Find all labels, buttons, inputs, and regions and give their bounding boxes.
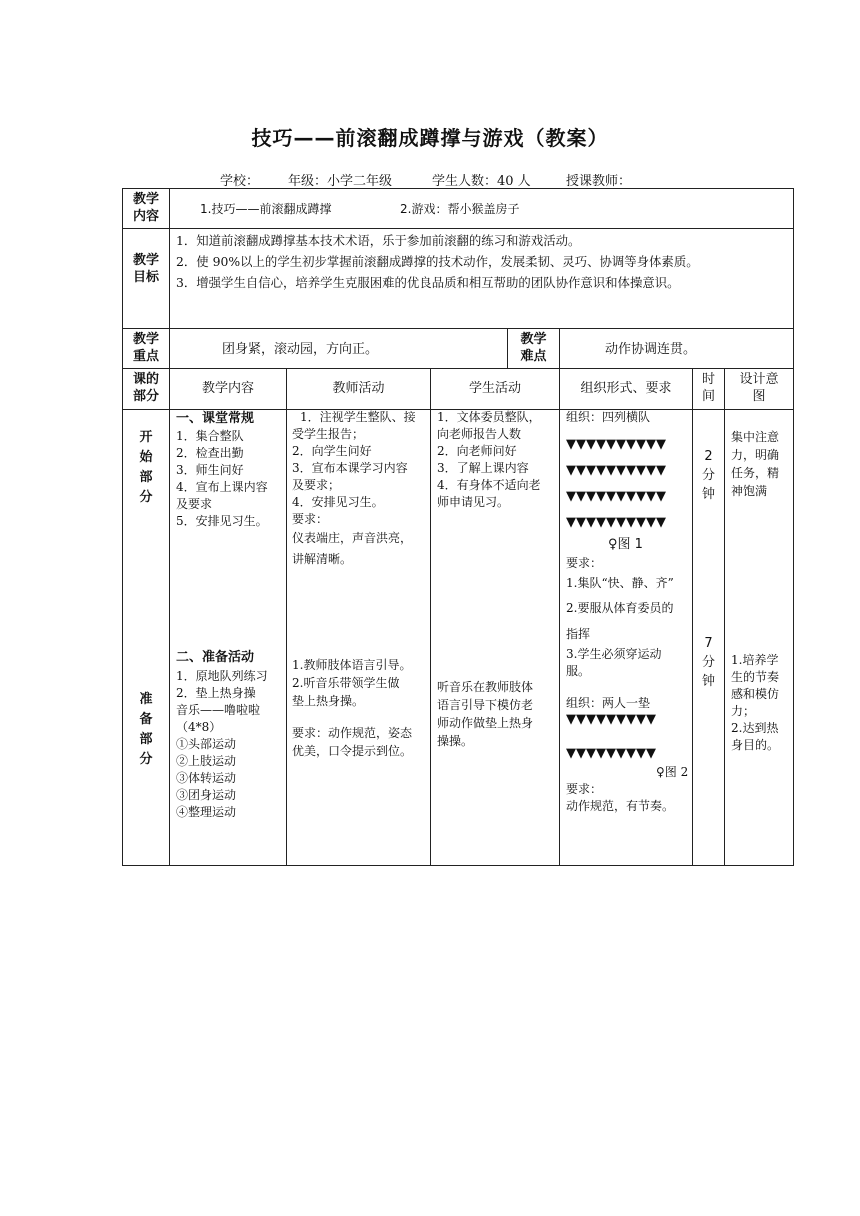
formation-row: ▼▼▼▼▼▼▼▼▼▼ — [566, 437, 666, 452]
header-design: 设计意 图 — [739, 372, 779, 404]
header-content: 教学内容 — [201, 381, 254, 396]
start-design: 集中注意 力，明确 任务，精 神饱满 — [731, 430, 780, 498]
content-item-2: 2.游戏：帮小猴盖房子 — [400, 202, 520, 216]
start-requirements: 要求： 1.集队“快、静、齐” 2.要服从体育委员的 指挥 3.学生必须穿运动 服。 — [566, 556, 674, 678]
start-student: 1．文体委员整队， 向老师报告人数 2．向老师问好 3．了解上课内容 4．有身体不适向老 师申请见习。 — [437, 410, 541, 509]
formation-1 — [566, 432, 666, 536]
formation-row: ▼▼▼▼▼▼▼▼▼▼ — [566, 489, 666, 504]
start-org-heading: 组织：四列横队 — [566, 410, 651, 424]
header-part: 课的 部分 — [132, 372, 159, 404]
students-field: 学生人数：40 人 — [432, 174, 531, 189]
goal-item: 1．知道前滚翻成蹲撑基本技术术语，乐于参加前滚翻的练习和游戏活动。 — [176, 233, 581, 248]
content-item-1: 1.技巧——前滚翻成蹲撑 — [200, 202, 332, 216]
formation-row: ▼▼▼▼▼▼▼▼▼▼ — [566, 515, 666, 530]
goal-item: 2．使 90%以上的学生初步掌握前滚翻成蹲撑的技术动作，发展柔韧、灵巧、协调等身体素质。 — [176, 254, 699, 269]
prep-org-heading: 组织：两人一垫 — [566, 696, 651, 710]
formation-2-row-2: ▼▼▼▼▼▼▼▼▼ — [566, 746, 656, 761]
header-time: 时 间 — [701, 372, 715, 404]
start-time: 2 分 钟 — [701, 449, 715, 502]
prep-heading: 二、准备活动 — [176, 650, 255, 665]
goal-item: 3．增强学生自信心，培养学生克服困难的优良品质和相互帮助的团队协作意识和体操意识。 — [176, 275, 680, 290]
figure-1-caption: ♀图 1 — [608, 537, 643, 552]
key-label: 教学 重点 — [132, 332, 159, 364]
prep-time: 7 分 钟 — [701, 636, 715, 689]
header-student: 学生活动 — [468, 381, 521, 396]
prep-part-label: 准 备 部 分 — [139, 692, 153, 767]
header-org: 组织形式、要求 — [580, 381, 672, 396]
goals-list — [176, 230, 699, 293]
prep-content: 1．原地队列练习 2．垫上热身操 音乐——噜啦啦 （4*8） ①头部运动 ②上肢运动 ③体转运动 ③团身运动 ④整理运动 — [176, 669, 268, 819]
grade-field: 年级：小学二年级 — [288, 174, 393, 189]
prep-design: 1.培养学 生的节奏 感和模仿 力； 2.达到热 身目的。 — [731, 653, 780, 752]
figure-2-caption: ♀图 2 — [656, 765, 689, 779]
difficulty-label: 教学 难点 — [520, 332, 547, 364]
start-part-label: 开 始 部 分 — [139, 430, 153, 505]
start-heading: 一、课堂常规 — [176, 411, 255, 426]
start-teacher: 1．注视学生整队、接 受学生报告； 2．向学生问好 3．宣布本课学习内容 及要求； 4．安排见习生。 要求： 仪表端庄，声音洪亮， 讲解清晰。 — [292, 410, 416, 566]
content-label: 教学 内容 — [132, 192, 159, 224]
school-field: 学校： — [220, 174, 260, 189]
prep-requirements: 要求： 动作规范，有节奏。 — [566, 782, 675, 813]
start-content: 1．集合整队 2．检查出勤 3．师生问好 4．宣布上课内容 及要求 5．安排见习生。 — [176, 429, 268, 528]
document-title: 技巧——前滚翻成蹲撑与游戏（教案） — [251, 126, 609, 150]
goals-label: 教学 目标 — [132, 253, 159, 285]
formation-2-row-1: ▼▼▼▼▼▼▼▼▼ — [566, 712, 656, 727]
prep-teacher: 1.教师肢体语言引导。 2.听音乐带领学生做 垫上热身操。 要求：动作规范，姿态 优美，口令提示到位。 — [292, 658, 413, 758]
header-teacher: 教师活动 — [332, 381, 385, 396]
formation-row: ▼▼▼▼▼▼▼▼▼▼ — [566, 463, 666, 478]
prep-student: 听音乐在教师肢体 语言引导下模仿老 师动作做垫上热身 操操。 — [437, 680, 534, 748]
difficulty-text: 动作协调连贯。 — [605, 342, 697, 357]
key-text: 团身紧，滚动园，方向正。 — [222, 342, 379, 357]
teacher-field: 授课教师： — [566, 174, 632, 189]
